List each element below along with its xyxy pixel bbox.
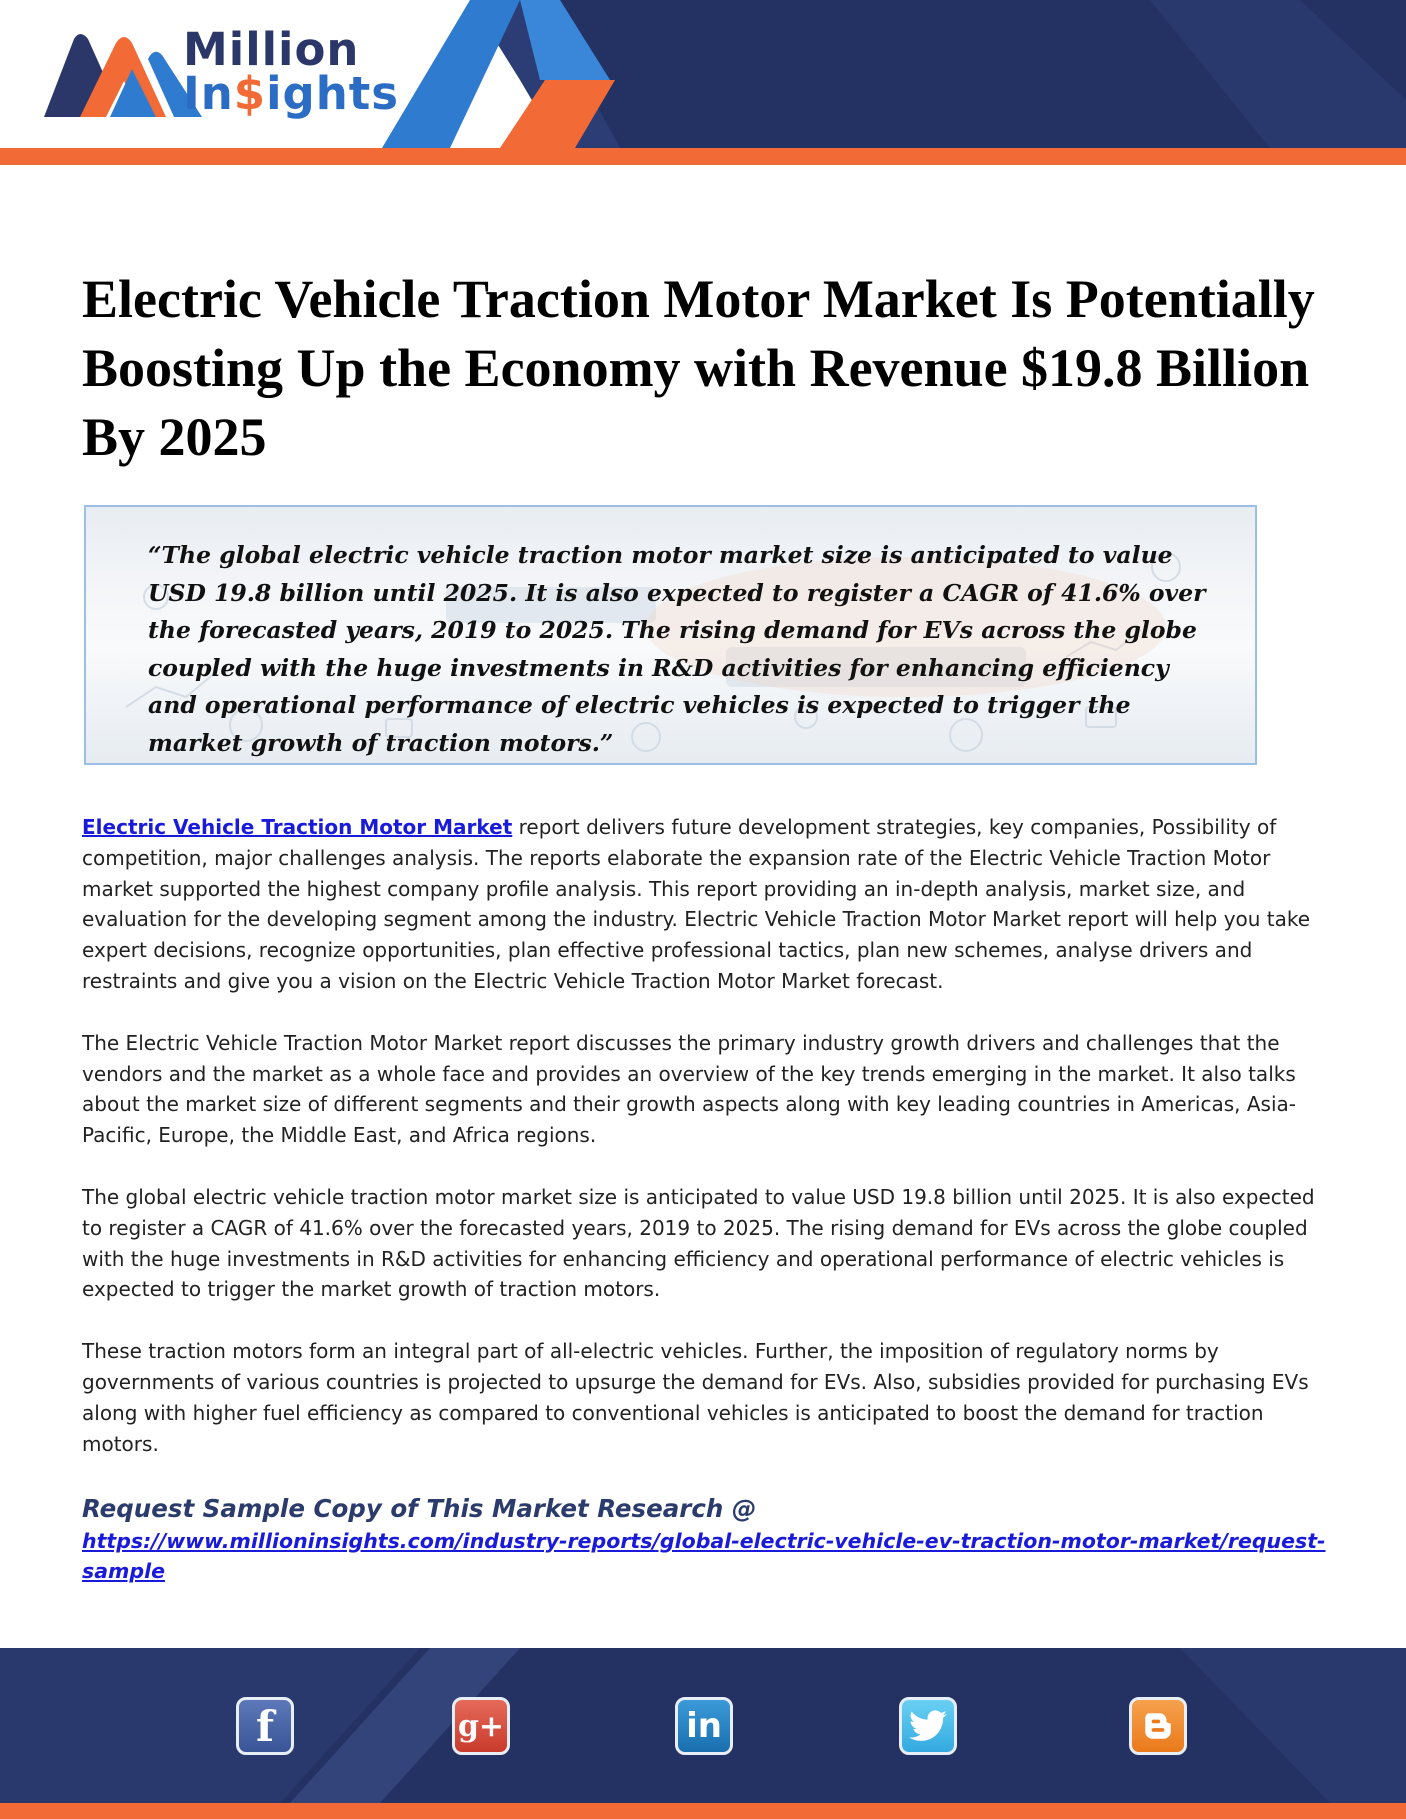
quote-text: “The global electric vehicle traction motor market size is anticipated to value USD 19.8 billion until 2025. It is also expected to register a CAGR of 41.6% over the forecasted years, 2019 to 2025. The rising demand for EVs across the globe coupled with the huge investments in R&D activities for enhancing efficiency and operational performance of electric vehicles is expected to trigger the market growth of traction motors.” [148,541,1206,757]
twitter-bird-icon [909,1710,947,1742]
paragraph-text: report delivers future development strategies, key companies, Possibility of competition, major challenges analysis. The reports elaborate the expansion rate of the Electric Vehicle Traction Motor market supported the highest company profile analysis. This report providing an in-depth analysis, market size, and evaluation for the developing segment among the industry. Electric Vehicle Traction Motor Market report will help you take expert decisions, recognize opportunities, plan effective professional tactics, plan new schemes, analyse drivers and restraints and give you a vision on the Electric Vehicle Traction Motor Market forecast. [82,815,1311,993]
article-title: Electric Vehicle Traction Motor Market Is Potentially Boosting Up the Economy with Revenue $19.8 Billion By 2025 [82,269,1315,467]
brand-name-part: In [183,67,234,120]
brand-name-line2 [183,67,400,120]
article-body [82,812,1332,1490]
brand-name-line1: Million [183,23,360,76]
brand-logo-text [183,23,400,120]
brand-name-part: ights [266,67,400,120]
page-header [0,0,1406,165]
google-plus-glyph: g+ [457,1708,505,1744]
quote-box [84,505,1257,765]
request-sample-section [82,1492,1342,1586]
blogger-icon[interactable] [1129,1697,1187,1755]
body-paragraph [82,812,1332,997]
twitter-icon[interactable] [899,1697,957,1755]
body-paragraph: The Electric Vehicle Traction Motor Market report discusses the primary industry growth drivers and challenges that the vendors and the market as a whole face and provides an overview of the key trends emerging in the market. It also talks about the market size of different segments and their growth aspects along with key leading countries in Americas, Asia-Pacific, Europe, the Middle East, and Africa regions. [82,1030,1297,1148]
linkedin-glyph: in [686,1706,722,1746]
brand-dollar-mark: $ [233,67,267,120]
request-sample-link[interactable]: https://www.millioninsights.com/industry-reports/global-electric-vehicle-ev-traction-motor-market/request-sample [82,1529,1326,1583]
body-paragraph: The global electric vehicle traction motor market size is anticipated to value USD 19.8 billion until 2025. It is also expected to register a CAGR of 41.6% over the forecasted years, 2019 to 2025. The rising demand for EVs across the globe coupled with the huge investments in R&D activities for enhancing efficiency and operational performance of electric vehicles is expected to trigger the market growth of traction motors. [82,1184,1315,1302]
market-report-link[interactable]: Electric Vehicle Traction Motor Market [82,815,513,839]
facebook-icon[interactable] [236,1697,294,1755]
request-sample-heading: Request Sample Copy of This Market Research @ [82,1494,757,1523]
facebook-glyph: f [255,1701,275,1751]
body-paragraph: These traction motors form an integral part of all-electric vehicles. Further, the imposition of regulatory norms by governments of various countries is projected to upsurge the demand for EVs. Also, subsidies provided for purchasing EVs along with higher fuel efficiency as compared to conventional vehicles is anticipated to boost the demand for traction motors. [82,1339,1309,1456]
google-plus-icon[interactable] [452,1697,510,1755]
blogger-b-icon [1141,1709,1175,1743]
linkedin-icon[interactable] [675,1697,733,1755]
